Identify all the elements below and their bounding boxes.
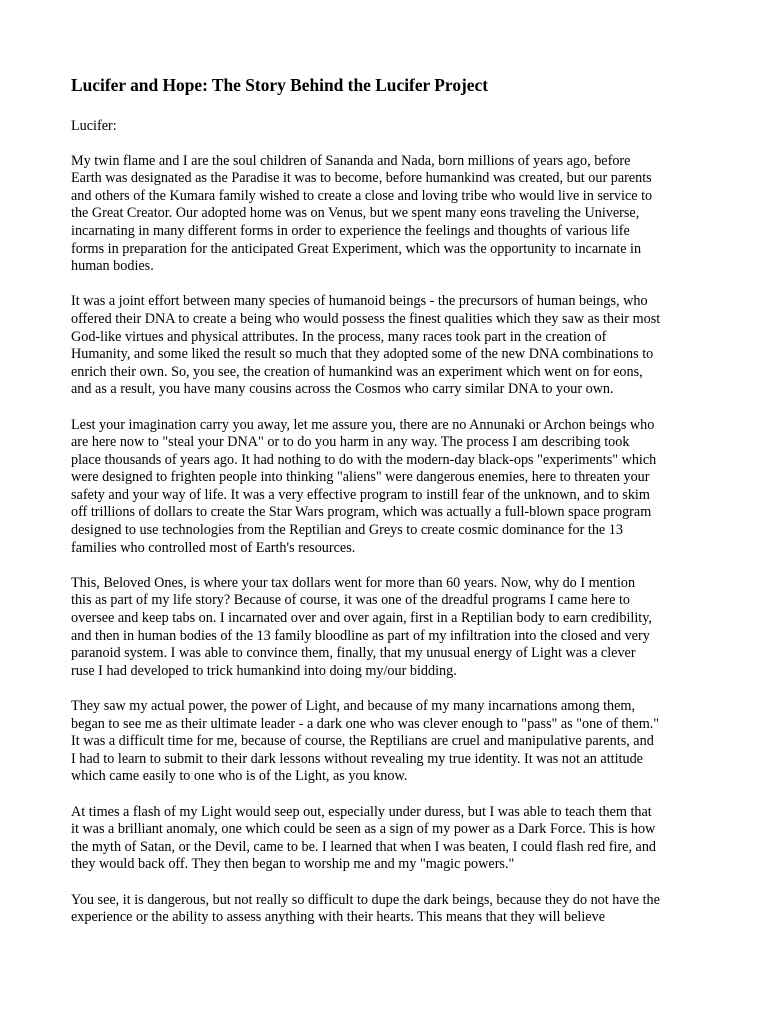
paragraph-7: You see, it is dangerous, but not really so difficult to dupe the dark beings, because they do not have the experience or the ability to assess anything with their hearts. This means that they will believe [71,891,660,926]
paragraph-6: At times a flash of my Light would seep out, especially under duress, but I was able to teach them that it was a brilliant anomaly, one which could be seen as a sign of my power as a Dark Force. This is how the myth of Satan, or the Devil, came to be. I learned that when I was beaten, I could flash red fire, and they would back off. They then began to worship me and my "magic powers." [71,803,657,873]
paragraph-1: My twin flame and I are the soul children of Sananda and Nada, born millions of years ago, before Earth was designated as the Paradise it was to become, before humankind was created, but our parents and others of the Kumara family wished to create a close and loving tribe who would live in service to the Great Creator. Our adopted home was on Venus, but we spent many eons traveling the Universe, incarnating in many different forms in order to experience the feelings and thoughts of various life forms in preparation for the anticipated Great Experiment, which was the opportunity to incarnate in human bodies. [71,152,653,275]
paragraph-3: Lest your imagination carry you away, let me assure you, there are no Annunaki or Archon beings who are here now to "steal your DNA" or to do you harm in any way. The process I am describing took place thousands of years ago. It had nothing to do with the modern-day black-ops "experiments" which were designed to frighten people into thinking "aliens" were dangerous enemies, here to threaten your safety and your way of life. It was a very effective program to instill fear of the unknown, and to skim off trillions of dollars to create the Star Wars program, which was actually a full-blown space program designed to use technologies from the Reptilian and Greys to create cosmic dominance for the 13 families who controlled most of Earth's resources. [71,416,657,556]
document-title: Lucifer and Hope: The Story Behind the Lucifer Project [71,75,489,95]
paragraph-2: It was a joint effort between many species of humanoid beings - the precursors of human beings, who offered their DNA to create a being who would possess the finest qualities which they saw as their most God-like virtues and physical attributes. In the process, many races took part in the creation of Humanity, and some liked the result so much that they adopted some of the new DNA combinations to enrich their own. So, you see, the creation of humankind was an experiment which went on for eons, and as a result, you have many cousins across the Cosmos who carry similar DNA to your own. [71,293,661,398]
paragraph-5: They saw my actual power, the power of Light, and because of my many incarnations among them, began to see me as their ultimate leader - a dark one who was clever enough to "pass" as "one of them." It was a difficult time for me, because of course, the Reptilians are cruel and manipulative parents, and I had to learn to submit to their dark lessons without revealing my true identity. It was not an attitude which came easily to one who is of the Light, as you know. [71,698,660,785]
speaker-label: Lucifer: [71,118,117,134]
paragraph-4: This, Beloved Ones, is where your tax dollars went for more than 60 years. Now, why do I mention this as part of my life story? Because of course, it was one of the dreadful programs I came here to oversee and keep tabs on. I incarnated over and over again, first in a Reptilian body to earn credibility, and then in human bodies of the 13 family bloodline as part of my infiltration into the closed and very paranoid system. I was able to convince them, finally, that my unusual energy of Light was a clever ruse I had developed to trick humankind into doing my/our bidding. [71,574,652,679]
